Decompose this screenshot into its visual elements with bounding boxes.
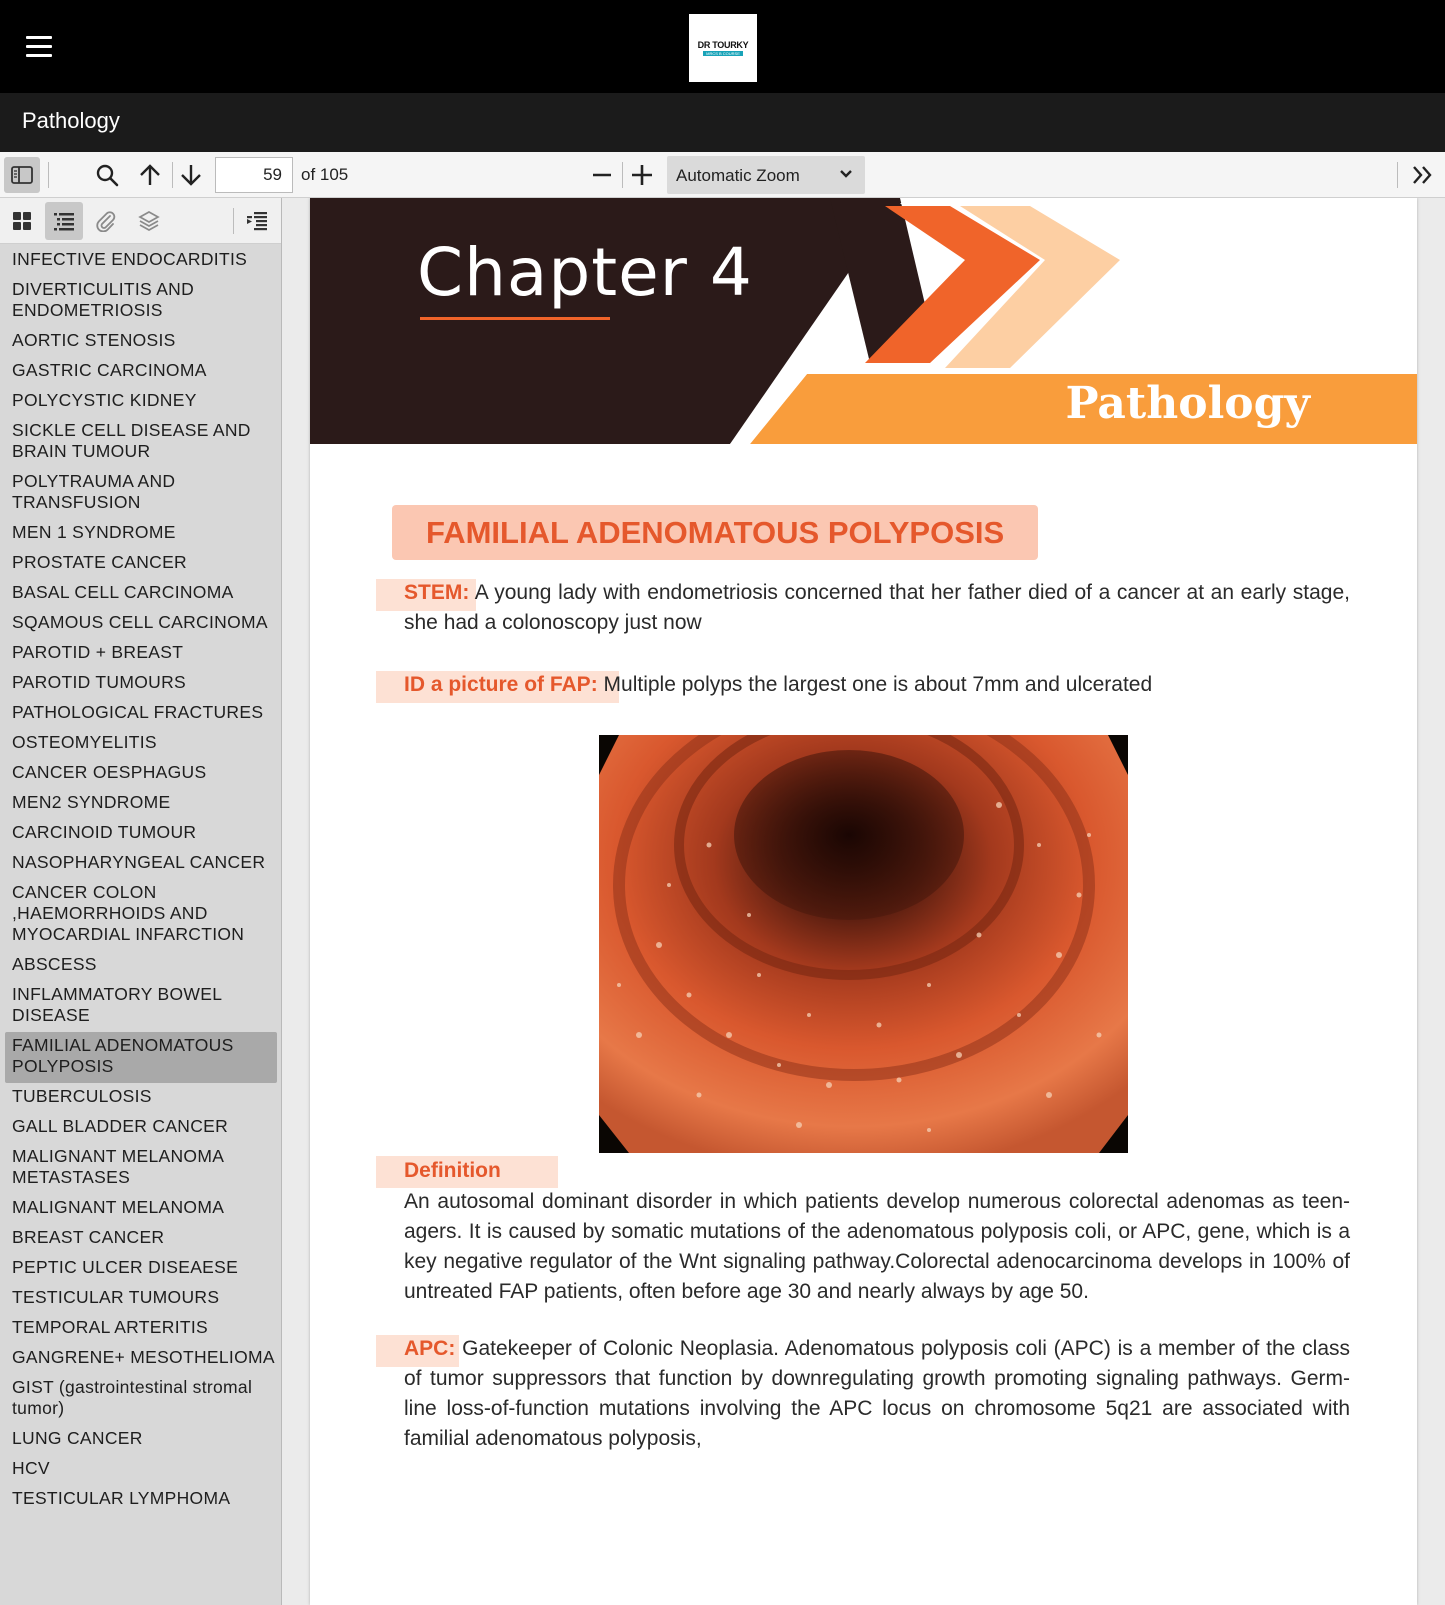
search-icon [95,163,119,187]
sidebar-toggle-icon [11,166,33,184]
section-title-box [392,505,1038,560]
section-title: FAMILIAL ADENOMATOUS POLYPOSIS [426,515,1005,550]
page-number-input[interactable] [215,157,293,193]
outline-item[interactable]: TEMPORAL ARTERITIS [12,1317,208,1337]
outline-item[interactable]: PAROTID + BREAST [12,642,184,662]
outline-item[interactable]: TESTICULAR TUMOURS [12,1287,220,1307]
double-chevron-right-icon [1411,165,1433,185]
definition-text: An autosomal dominant disorder in which patients develop numerous colorectal adenomas as teen-agers. It is caused by somatic mutations of the adenomatous polyposis coli, or APC, gene, which is a key negative regulator of the Wnt signaling pathway.Colorectal adenocarcinoma develops in 100% of untreated FAP patients, often before age 30 and nearly always by age 50. [404,1190,1350,1303]
outline-item[interactable]: TUBERCULOSIS [12,1086,152,1106]
outline-item[interactable]: CANCER OESPHAGUS [12,762,207,782]
outline-item[interactable]: PEPTIC ULCER DISEAESE [12,1257,239,1277]
colonoscopy-photo [599,735,1128,1153]
outline-icon [53,211,75,231]
apc-text: Gatekeeper of Colonic Neoplasia. Adenomatous polyposis coli (APC) is a member of the class of tumor suppressors that function by downregulating growth promoting signaling pathways. Germ-line loss-of-function mutations involving the APC locus on chromosome 5q21 are associated with familial adenomatous polyposis, [404,1337,1350,1450]
definition-heading [404,1156,1350,1186]
logo-text: DR TOURKY [697,40,749,50]
previous-page-button[interactable] [132,157,168,193]
logo[interactable] [689,14,757,82]
outline-item[interactable]: TESTICULAR LYMPHOMA [12,1488,231,1508]
apc-paragraph [404,1334,1350,1454]
outline-item[interactable]: POLYCYSTIC KIDNEY [12,390,197,410]
stem-text: A young lady with endometriosis concerned that her father died of a cancer at an early stage, she had a colonoscopy just now [404,581,1350,634]
outline-item[interactable]: INFECTIVE ENDOCARDITIS [12,249,248,269]
pdf-page [310,198,1417,1605]
outline-item[interactable]: NASOPHARYNGEAL CANCER [12,852,266,872]
outline-item[interactable]: MALIGNANT MELANOMA METASTASES [12,1146,224,1187]
outline-item[interactable]: MEN2 SYNDROME [12,792,171,812]
outline-item[interactable]: DIVERTICULITIS AND ENDOMETRIOSIS [12,279,195,320]
outline-item[interactable]: GANGRENE+ MESOTHELIOMA [12,1347,275,1367]
outline-item[interactable]: GALL BLADDER CANCER [12,1116,229,1136]
stem-paragraph [404,578,1350,638]
arrow-up-icon [139,163,161,187]
outline-item[interactable]: INFLAMMATORY BOWEL DISEASE [12,984,222,1025]
outline-item[interactable]: OSTEOMYELITIS [12,732,157,752]
outline-item[interactable]: MALIGNANT MELANOMA [12,1197,225,1217]
sidebar [0,198,282,1605]
layers-icon [138,210,160,232]
outline-list [0,246,282,1515]
attachments-view-button[interactable] [87,202,125,240]
outline-item[interactable]: SICKLE CELL DISEASE AND BRAIN TUMOUR [12,420,251,461]
outline-item[interactable]: AORTIC STENOSIS [12,330,176,350]
outline-item[interactable]: CANCER COLON ,HAEMORRHOIDS AND MYOCARDIAL INFARCTION [12,882,245,944]
pdf-toolbar [0,152,1445,198]
outline-item[interactable]: HCV [12,1458,50,1478]
chevron-down-icon [839,166,853,182]
arrow-down-icon [180,163,202,187]
minus-icon [592,165,612,185]
id-text: Multiple polyps the largest one is about 7mm and ulcerated [597,673,1153,696]
pdf-viewer [282,198,1445,1605]
next-page-button[interactable] [173,157,209,193]
toolbar-divider [233,208,234,234]
outline-item[interactable]: BASAL CELL CARCINOMA [12,582,234,602]
layers-view-button[interactable] [130,202,168,240]
outline-item[interactable]: PATHOLOGICAL FRACTURES [12,702,264,722]
document-titlebar [0,93,1445,152]
id-paragraph [404,670,1350,700]
toolbar-divider [622,162,623,188]
outline-item[interactable]: MEN 1 SYNDROME [12,522,176,542]
thumbnails-view-button[interactable] [3,202,41,240]
tools-menu-button[interactable] [1404,157,1440,193]
zoom-out-button[interactable] [584,157,620,193]
thumbnails-icon [12,211,32,231]
outline-item[interactable]: PAROTID TUMOURS [12,672,186,692]
toolbar-divider [1397,162,1398,188]
subject-label: Pathology [1065,378,1310,429]
sidebar-toggle-button[interactable] [4,157,40,193]
outline-item[interactable]: ABSCESS [12,954,97,974]
hamburger-icon[interactable] [26,36,52,56]
chapter-underline [420,317,610,320]
outline-view-button[interactable] [45,202,83,240]
outline-item[interactable]: FAMILIAL ADENOMATOUS POLYPOSIS [5,1032,277,1083]
attachments-icon [95,210,117,232]
chapter-heading: Chapter 4 [417,234,753,311]
stem-label: STEM: [404,581,470,604]
sidebar-view-tabs [0,198,282,244]
colonoscopy-image [599,735,1128,1153]
page-count: of 105 [301,165,349,184]
plus-icon [631,164,653,186]
outline-item[interactable]: SQAMOUS CELL CARCINOMA [12,612,268,632]
app-header [0,0,1445,93]
outline-item[interactable]: CARCINOID TUMOUR [12,822,197,842]
find-button[interactable] [89,157,125,193]
outline-item[interactable]: BREAST CANCER [12,1227,165,1247]
toolbar-divider [48,162,49,188]
zoom-value: Automatic Zoom [676,166,800,185]
document-title: Pathology [22,108,120,133]
outline-item[interactable]: PROSTATE CANCER [12,552,187,572]
outline-item[interactable]: GASTRIC CARCINOMA [12,360,207,380]
zoom-select[interactable] [667,156,865,194]
logo-subtext: MRCS B COURSE [703,51,743,56]
zoom-in-button[interactable] [624,157,660,193]
outline-item[interactable]: POLYTRAUMA AND TRANSFUSION [12,471,176,512]
outline-item[interactable]: GIST (gastrointestinal stromal tumor) [12,1377,253,1418]
apc-label: APC: [404,1337,456,1360]
current-outline-item-icon [246,210,268,232]
id-label: ID a picture of FAP: [404,673,598,696]
current-outline-item-button[interactable] [238,202,276,240]
outline-item[interactable]: LUNG CANCER [12,1428,143,1448]
definition-label: Definition [404,1159,501,1182]
